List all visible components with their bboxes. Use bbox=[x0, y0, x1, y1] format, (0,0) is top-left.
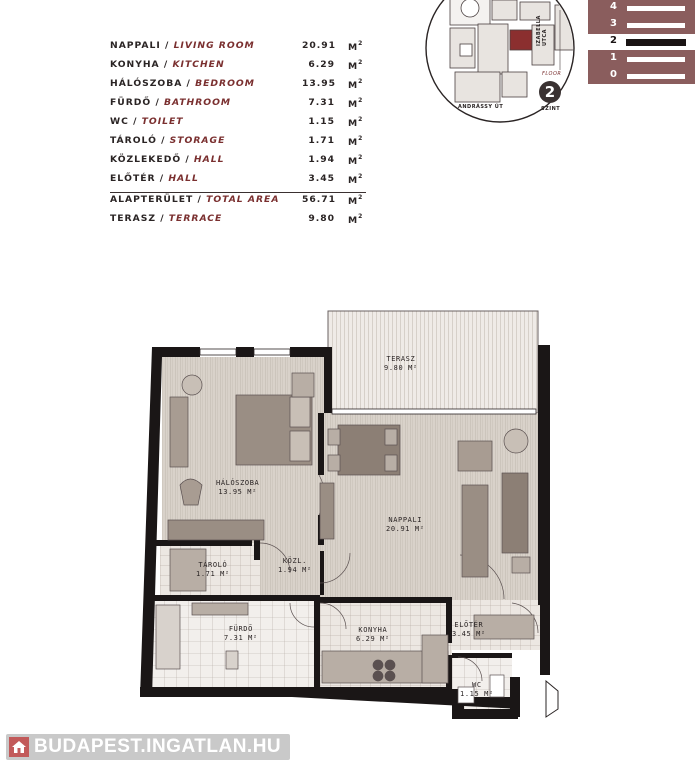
location-map bbox=[420, 0, 582, 124]
area-value: 7.31 bbox=[308, 97, 335, 108]
room-name-hu: WC bbox=[110, 116, 129, 127]
name-separator: / bbox=[163, 59, 169, 70]
room-label-bathroom: FÜRDŐ 7.31 M² bbox=[224, 625, 258, 642]
floor-number-label: 4 bbox=[610, 1, 617, 12]
area-value: 1.94 bbox=[308, 154, 335, 165]
area-row bbox=[110, 59, 366, 75]
floor-indicator bbox=[588, 0, 695, 84]
area-unit: $M^2$ bbox=[348, 135, 364, 148]
room-name-en: BEDROOM bbox=[195, 78, 255, 89]
watermark-banner bbox=[6, 734, 290, 760]
floor-bar bbox=[626, 22, 686, 29]
house-logo-icon bbox=[9, 737, 29, 757]
floor-number-badge bbox=[539, 81, 561, 103]
floor-row-2 bbox=[588, 34, 695, 50]
area-unit: $M^2$ bbox=[348, 194, 364, 207]
room-name-hu: KONYHA bbox=[110, 59, 160, 70]
floor-number-label: 2 bbox=[610, 35, 617, 46]
room-name-hu: ALAPTERÜLET bbox=[110, 194, 194, 205]
area-unit: $M^2$ bbox=[348, 213, 364, 226]
floor-bar bbox=[626, 73, 686, 80]
floor-bar bbox=[626, 5, 686, 12]
room-name-hu: FÜRDŐ bbox=[110, 97, 152, 108]
room-name-en: KITCHEN bbox=[172, 59, 225, 70]
total-divider-line bbox=[110, 192, 366, 193]
area-value: 56.71 bbox=[302, 194, 337, 205]
floor-row-3 bbox=[588, 17, 695, 33]
room-name-hu: NAPPALI bbox=[110, 40, 161, 51]
room-label-terrace: TERASZ 9.80 M² bbox=[384, 355, 418, 372]
floor-number-label: 3 bbox=[610, 18, 617, 29]
room-name-en: BATHROOM bbox=[164, 97, 232, 108]
room-label-kitchen: KONYHA 6.29 M² bbox=[356, 626, 390, 643]
area-row bbox=[110, 135, 366, 151]
street-label-bottom: ANDRÁSSY ÚT bbox=[458, 104, 504, 110]
room-name-hu: HÁLÓSZOBA bbox=[110, 78, 183, 89]
area-unit: $M^2$ bbox=[348, 78, 364, 91]
floor-row-4 bbox=[588, 0, 695, 16]
area-unit: $M^2$ bbox=[348, 154, 364, 167]
watermark-text: BUDAPEST.INGATLAN.HU bbox=[34, 736, 282, 757]
area-row bbox=[110, 154, 366, 170]
room-label-wc: WC 1.15 M² bbox=[460, 681, 494, 698]
floor-row-0 bbox=[588, 68, 695, 84]
area-unit: $M^2$ bbox=[348, 173, 364, 186]
room-name-en: TOTAL AREA bbox=[206, 194, 280, 205]
area-row bbox=[110, 213, 366, 229]
area-row bbox=[110, 194, 366, 210]
area-unit: $M^2$ bbox=[348, 116, 364, 129]
name-separator: / bbox=[155, 97, 160, 108]
room-label-living: NAPPALI 20.91 M² bbox=[386, 516, 425, 533]
name-separator: / bbox=[160, 213, 165, 224]
area-row bbox=[110, 173, 366, 189]
room-label-entry: ELŐTÉR 3.45 M² bbox=[452, 621, 486, 638]
street-label-right: IZABELLA UTCA bbox=[536, 15, 548, 46]
room-name-en: TERRACE bbox=[168, 213, 223, 224]
room-name-en: TOILET bbox=[141, 116, 184, 127]
floor-row-1 bbox=[588, 51, 695, 67]
area-row bbox=[110, 78, 366, 94]
floor-label-en: FLOOR bbox=[542, 71, 562, 77]
floor-number: 2 bbox=[544, 83, 556, 101]
name-separator: / bbox=[161, 135, 166, 146]
name-separator: / bbox=[165, 40, 170, 51]
area-row bbox=[110, 116, 366, 132]
room-name-en: LIVING ROOM bbox=[173, 40, 255, 51]
floor-plan-drawing bbox=[140, 305, 560, 725]
floor-label-hu: SZINT bbox=[541, 106, 561, 112]
area-value: 13.95 bbox=[302, 78, 337, 89]
floor-plan bbox=[140, 305, 560, 725]
area-unit: $M^2$ bbox=[348, 40, 364, 53]
name-separator: / bbox=[133, 116, 138, 127]
floor-bar bbox=[626, 39, 686, 46]
room-name-en: HALL bbox=[193, 154, 225, 165]
name-separator: / bbox=[197, 194, 202, 205]
area-unit: $M^2$ bbox=[348, 59, 364, 72]
area-value: 6.29 bbox=[308, 59, 335, 70]
room-name-hu: TÁROLÓ bbox=[110, 135, 157, 146]
floor-number-label: 0 bbox=[610, 69, 617, 80]
name-separator: / bbox=[185, 154, 190, 165]
area-unit: $M^2$ bbox=[348, 97, 364, 110]
room-name-en: HALL bbox=[168, 173, 199, 184]
room-name-en: STORAGE bbox=[169, 135, 226, 146]
room-name-hu: KÖZLEKEDŐ bbox=[110, 154, 182, 165]
area-value: 1.71 bbox=[308, 135, 335, 146]
name-separator: / bbox=[186, 78, 191, 89]
room-name-hu: ELŐTÉR bbox=[110, 173, 156, 184]
floor-number-label: 1 bbox=[610, 52, 617, 63]
room-label-storage: TÁROLÓ 1.71 M² bbox=[196, 561, 230, 578]
area-value: 1.15 bbox=[308, 116, 335, 127]
area-value: 9.80 bbox=[308, 213, 335, 224]
area-value: 20.91 bbox=[302, 40, 337, 51]
area-row bbox=[110, 97, 366, 113]
room-label-hall: KÖZL. 1.94 M² bbox=[278, 557, 312, 574]
room-label-bedroom: HÁLÓSZOBA 13.95 M² bbox=[216, 479, 260, 496]
room-name-hu: TERASZ bbox=[110, 213, 157, 224]
name-separator: / bbox=[159, 173, 165, 184]
area-value: 3.45 bbox=[308, 173, 335, 184]
area-row bbox=[110, 40, 366, 56]
floor-bar bbox=[626, 56, 686, 63]
